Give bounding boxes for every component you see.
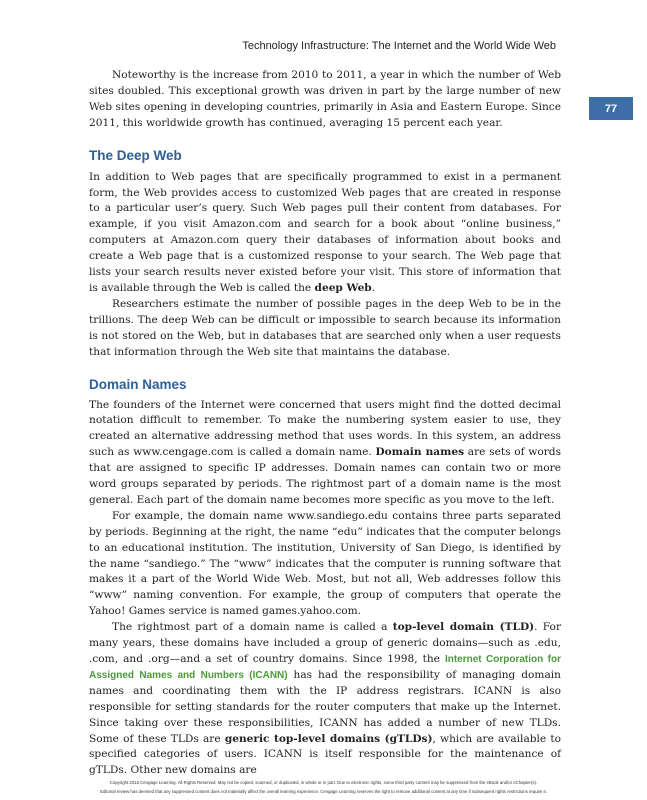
deep-web-paragraph-1: In addition to Web pages that are specifically programmed to exist in a permanent form, the Web provides access to customized Web pages that are created in response to a particular user’s query. Such Web pages pull their content from databases. For example, if you visit Amazon.com and search for a book about “online business,” computers at Amazon.com query their databases of information about books and create a Web page that is a customized response to your search. The Web page that lists your search results never existed before your visit. This store of information that is available through the Web is called the deep Web. [89,170,561,294]
key-term-deep-web: deep Web [314,281,372,294]
intro-paragraph: Noteworthy is the increase from 2010 to 2011, a year in which the number of Web sites doubled. This exceptional growth was driven in part by the large number of new Web sites opening in developing countries, primarily in Asia and Eastern Europe. Since 2011, this worldwide growth has continued, averaging 15 percent each year. [89,69,561,129]
section-heading-deep-web: The Deep Web [89,147,182,163]
running-header-title: Technology Infrastructure: The Internet and the World Wide Web [242,40,556,52]
editorial-notice: Editorial review has deemed that any suppressed content does not materially affect the overall learning experience. Cengage Learning reserves the right to remove additional content at any time if subsequent rights restrictions require it. [100,789,547,794]
section-heading-domain-names: Domain Names [89,376,187,392]
key-term-domain-names: Domain names [375,446,465,459]
icann-link[interactable]: Internet Corporation for Assigned Names and Numbers (ICANN) [89,654,561,681]
key-term-gtld: generic top-level domains (gTLDs) [224,732,433,745]
copyright-notice: Copyright 2015 Cengage Learning. All Rights Reserved. May not be copied, scanned, or duplicated, in whole or in part. Due to electronic rights, some third party content may be suppressed from the eBook and/or eChapter(s). [109,780,538,785]
domain-names-paragraph-3: The rightmost part of a domain name is called a top-level domain (TLD). For many years, these domains have included a group of generic domains—such as .edu, .com, and .org—and a set of country domains. Since 1998, the Internet Corporation for Assigned Names and Numbers (ICANN) has had the responsibility of managing domain names and coordinating them with the IP address registrars. ICANN is also responsible for setting standards for the router computers that make up the Internet. Since taking over these responsibilities, ICANN has added a number of new TLDs. Some of these TLDs are generic top-level domains (gTLDs), which are available to specified categories of users. ICANN is itself responsible for the maintenance of gTLDs. Other new domains are [89,621,562,777]
domain-names-paragraph-2: For example, the domain name www.sandiego.edu contains three parts separated by periods. Beginning at the right, the name “edu” indicates that the computer belongs to an educational institution. The institution, University of San Diego, is identified by the name “sandiego.” The “www” indicates that the computer is running software that makes it a part of the World Wide Web. Most, but not all, Web addresses follow this “www” naming convention. For example, the group of computers that operate the Yahoo! Games service is named games.yahoo.com. [89,509,561,618]
page-body [89,68,561,779]
domain-names-paragraph-1: The founders of the Internet were concerned that users might find the dotted decimal notation difficult to remember. To make the numbering system easier to use, they created an alternative addressing method that uses words. In this system, an address such as www.cengage.com is called a domain name. Domain names are sets of words that are assigned to specific IP addresses. Domain names can contain two or more word groups separated by periods. The rightmost part of a domain name is the most general. Each part of the domain name becomes more specific as you move to the left. [89,398,562,506]
deep-web-paragraph-2: Researchers estimate the number of possible pages in the deep Web to be in the trillions. The deep Web can be difficult or impossible to search because its information is not stored on the Web, but in databases that are searched only when a user requests that information through the Web site that maintains the database. [89,297,561,358]
key-term-tld: top-level domain (TLD) [392,621,535,634]
page-number-badge: 77 [589,97,633,120]
